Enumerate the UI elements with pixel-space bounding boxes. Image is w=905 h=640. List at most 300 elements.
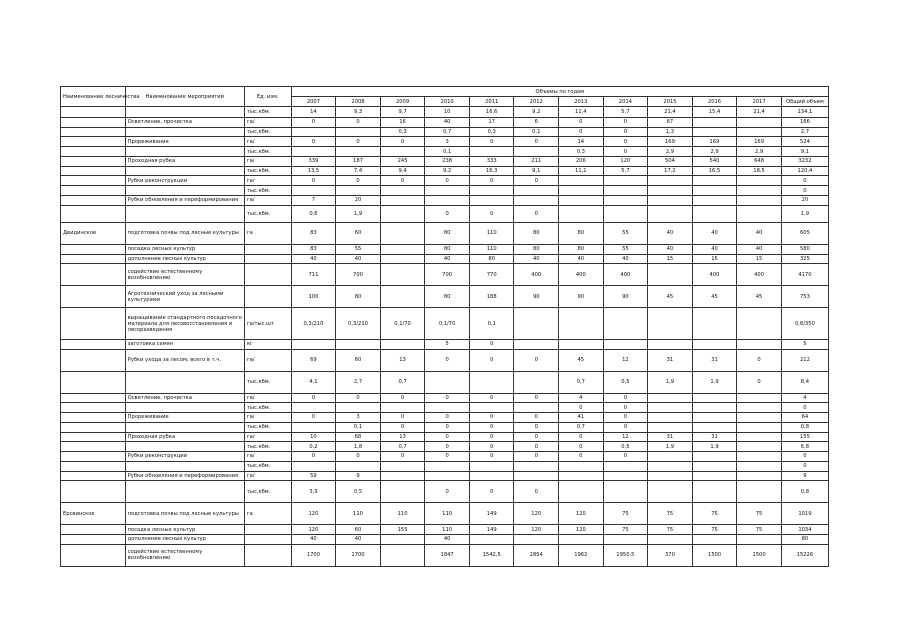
year-value-cell [514, 471, 559, 481]
total-cell: 80 [781, 534, 828, 544]
table-row [61, 534, 829, 544]
year-value-cell: 206 [559, 156, 604, 166]
year-value-cell: 0,7 [559, 371, 604, 393]
year-value-cell: 0 [469, 432, 514, 442]
forestry-cell [61, 442, 126, 452]
forestry-cell [61, 471, 126, 481]
year-value-cell: 13 [380, 349, 425, 371]
unit-cell: га/ [244, 349, 291, 371]
unit-cell [244, 286, 291, 308]
year-value-cell [336, 147, 381, 157]
unit-cell: га/ [244, 117, 291, 127]
year-value-cell [514, 147, 559, 157]
year-value-cell [648, 481, 693, 503]
year-value-cell [648, 205, 693, 222]
year-value-cell: 40 [425, 117, 470, 127]
year-value-cell [469, 461, 514, 471]
year-value-cell [380, 534, 425, 544]
year-value-cell [737, 403, 782, 413]
activity-cell [125, 147, 244, 157]
year-value-cell: 245 [380, 156, 425, 166]
year-value-cell: 16,6 [469, 107, 514, 118]
year-value-cell: 0,6 [291, 205, 336, 222]
table-row [61, 393, 829, 403]
year-value-cell [603, 186, 648, 196]
year-value-cell [737, 413, 782, 423]
year-value-cell: 0 [514, 137, 559, 147]
year-value-cell [692, 205, 737, 222]
year-value-cell: 40 [648, 244, 693, 254]
forestry-cell [61, 413, 126, 423]
total-cell: 580 [781, 244, 828, 254]
year-value-cell [291, 186, 336, 196]
activity-cell [125, 481, 244, 503]
unit-cell: тыс.кбм. [244, 186, 291, 196]
year-value-cell: 339 [291, 156, 336, 166]
year-value-cell: 149 [469, 525, 514, 535]
year-value-cell: 0 [514, 442, 559, 452]
year-value-cell: 188 [469, 286, 514, 308]
year-value-cell: 0 [469, 481, 514, 503]
year-value-cell: 0,7 [380, 371, 425, 393]
table-row [61, 442, 829, 452]
unit-cell: тыс.кбм. [244, 481, 291, 503]
year-value-cell: 0 [737, 371, 782, 393]
year-value-cell [514, 308, 559, 340]
year-value-cell: 1,8 [336, 442, 381, 452]
year-value-cell: 0,7 [559, 422, 604, 432]
unit-cell [244, 264, 291, 286]
activity-cell: содействие естественному возобновлению [125, 264, 244, 286]
total-cell: 134,1 [781, 107, 828, 118]
activity-cell [125, 205, 244, 222]
year-value-cell [648, 186, 693, 196]
year-value-cell: 0 [559, 442, 604, 452]
table-row [61, 166, 829, 176]
unit-cell: га/ [244, 413, 291, 423]
year-value-cell: 1950,5 [603, 544, 648, 566]
year-value-cell [514, 534, 559, 544]
total-cell: 0 [781, 186, 828, 196]
year-value-cell [648, 534, 693, 544]
year-value-cell [692, 127, 737, 137]
year-value-cell: 14 [559, 137, 604, 147]
year-value-cell [291, 339, 336, 349]
year-header: 2013 [559, 97, 604, 107]
year-value-cell [648, 308, 693, 340]
activity-cell: выращивание стандартного посадочного материала для лесовосстановления и лесоразведения [125, 308, 244, 340]
total-cell: 1019 [781, 503, 828, 525]
table-row [61, 176, 829, 186]
year-value-cell: 0 [514, 422, 559, 432]
total-cell: 4 [781, 393, 828, 403]
activity-cell: подготовка почвы под лесные культуры [125, 503, 244, 525]
year-value-cell: 0,3/210 [336, 308, 381, 340]
table-row [61, 222, 829, 244]
year-value-cell: 60 [336, 222, 381, 244]
year-value-cell [603, 481, 648, 503]
table-row [61, 107, 829, 118]
year-value-cell: 0 [336, 117, 381, 127]
year-value-cell: 0 [603, 413, 648, 423]
year-value-cell: 40 [514, 254, 559, 264]
year-value-cell [559, 205, 604, 222]
year-value-cell: 7 [291, 195, 336, 205]
year-value-cell [603, 534, 648, 544]
year-value-cell: 0 [336, 393, 381, 403]
year-value-cell: 169 [737, 137, 782, 147]
year-value-cell: 0 [469, 339, 514, 349]
year-value-cell: 100 [291, 286, 336, 308]
year-value-cell: 9,2 [514, 107, 559, 118]
year-value-cell: 55 [603, 244, 648, 254]
year-value-cell: 16,3 [469, 166, 514, 176]
year-value-cell: 0 [559, 452, 604, 462]
year-value-cell [514, 371, 559, 393]
year-value-cell [737, 481, 782, 503]
year-value-cell: 120 [559, 525, 604, 535]
year-value-cell: 40 [291, 534, 336, 544]
year-value-cell: 400 [514, 264, 559, 286]
forestry-cell [61, 156, 126, 166]
total-cell: 2,7 [781, 127, 828, 137]
year-value-cell [425, 186, 470, 196]
year-value-cell: 1,9 [648, 371, 693, 393]
year-value-cell [336, 339, 381, 349]
year-value-cell: 75 [692, 503, 737, 525]
year-value-cell: 0 [336, 176, 381, 186]
year-value-cell [469, 195, 514, 205]
year-value-cell: 110 [380, 503, 425, 525]
table-row [61, 137, 829, 147]
year-value-cell: 700 [336, 264, 381, 286]
forestry-cell [61, 393, 126, 403]
forestry-cell [61, 308, 126, 340]
year-value-cell [603, 205, 648, 222]
total-cell: 0 [781, 452, 828, 462]
year-value-cell [648, 452, 693, 462]
table-row [61, 452, 829, 462]
year-value-cell: 0,1 [336, 422, 381, 432]
forestry-cell [61, 534, 126, 544]
year-value-cell: 0,5 [336, 481, 381, 503]
year-value-cell: 3 [425, 137, 470, 147]
year-value-cell [737, 534, 782, 544]
year-value-cell [425, 471, 470, 481]
year-value-cell: 0 [514, 481, 559, 503]
year-value-cell [336, 127, 381, 137]
year-value-cell: 90 [559, 286, 604, 308]
forestry-cell: Двидинское [61, 222, 126, 244]
unit-cell: га/ [244, 137, 291, 147]
year-value-cell: 16,5 [692, 166, 737, 176]
year-value-cell: 0 [559, 127, 604, 137]
year-value-cell [380, 147, 425, 157]
year-value-cell [648, 461, 693, 471]
year-value-cell [648, 176, 693, 186]
forestry-cell [61, 349, 126, 371]
year-value-cell: 0 [469, 137, 514, 147]
year-value-cell: 80 [425, 244, 470, 254]
year-value-cell: 0 [291, 137, 336, 147]
table-row [61, 117, 829, 127]
year-value-cell: 83 [291, 222, 336, 244]
year-value-cell [648, 393, 693, 403]
year-value-cell [514, 186, 559, 196]
year-value-cell [514, 461, 559, 471]
table-row [61, 186, 829, 196]
year-value-cell: 0 [291, 413, 336, 423]
year-value-cell: 0 [425, 442, 470, 452]
year-value-cell: 0 [603, 452, 648, 462]
year-value-cell: 0 [469, 349, 514, 371]
year-value-cell: 31 [648, 349, 693, 371]
year-value-cell: 90 [514, 286, 559, 308]
year-value-cell [425, 195, 470, 205]
unit-cell: га/тыс.шт [244, 308, 291, 340]
forestry-cell [61, 461, 126, 471]
forestry-cell [61, 264, 126, 286]
table-row [61, 264, 829, 286]
year-value-cell: 75 [737, 525, 782, 535]
unit-cell: тыс.кбм. [244, 166, 291, 176]
year-value-cell [603, 471, 648, 481]
year-value-cell: 40 [692, 244, 737, 254]
year-value-cell [336, 403, 381, 413]
year-value-cell [737, 127, 782, 137]
year-value-cell: 0 [425, 481, 470, 503]
year-value-cell: 0 [559, 117, 604, 127]
total-cell: 0,8/350 [781, 308, 828, 340]
year-value-cell [469, 371, 514, 393]
forestry-cell [61, 244, 126, 254]
year-value-cell [469, 534, 514, 544]
year-value-cell [380, 286, 425, 308]
year-value-cell: 0 [425, 452, 470, 462]
year-value-cell: 16 [380, 117, 425, 127]
year-value-cell: 0 [514, 349, 559, 371]
year-value-cell: 12 [603, 349, 648, 371]
table-row [61, 127, 829, 137]
table-row [61, 481, 829, 503]
table-row [61, 403, 829, 413]
total-cell: 325 [781, 254, 828, 264]
year-value-cell: 17 [469, 117, 514, 127]
year-value-cell: 0 [603, 147, 648, 157]
year-value-cell: 0 [291, 393, 336, 403]
year-value-cell: 40 [425, 254, 470, 264]
unit-cell: га/ [244, 156, 291, 166]
year-value-cell: 13,5 [291, 166, 336, 176]
year-value-cell: 31 [692, 349, 737, 371]
year-value-cell: 11,1 [559, 166, 604, 176]
year-header: 2007 [291, 97, 336, 107]
total-cell: 0,8 [781, 481, 828, 503]
year-value-cell: 711 [291, 264, 336, 286]
year-value-cell [380, 339, 425, 349]
year-value-cell: 18,5 [737, 166, 782, 176]
year-value-cell: 0 [425, 393, 470, 403]
year-value-cell: 0,1/70 [425, 308, 470, 340]
year-value-cell [469, 186, 514, 196]
year-value-cell: 15 [737, 254, 782, 264]
year-header: 2008 [336, 97, 381, 107]
year-value-cell [559, 176, 604, 186]
year-header: 2009 [380, 97, 425, 107]
year-value-cell: 80 [425, 286, 470, 308]
total-cell: 212 [781, 349, 828, 371]
total-cell: 0 [781, 176, 828, 186]
year-value-cell [648, 413, 693, 423]
unit-cell: тыс.кбм. [244, 127, 291, 137]
year-value-cell: 5,7 [603, 166, 648, 176]
year-value-cell [692, 481, 737, 503]
year-value-cell [469, 147, 514, 157]
year-value-cell: 110 [425, 503, 470, 525]
forestry-header: Наименование лесничества [61, 87, 126, 107]
year-value-cell: 80 [469, 254, 514, 264]
year-value-cell [559, 534, 604, 544]
year-value-cell: 0,1/70 [380, 308, 425, 340]
year-value-cell: 0 [603, 117, 648, 127]
year-value-cell [603, 176, 648, 186]
year-value-cell: 31 [692, 432, 737, 442]
table-row [61, 308, 829, 340]
year-value-cell: 6 [514, 117, 559, 127]
year-value-cell [737, 195, 782, 205]
forestry-cell [61, 107, 126, 118]
year-value-cell: 45 [559, 349, 604, 371]
activity-cell: Рубки реконструкции [125, 176, 244, 186]
year-value-cell: 20 [336, 195, 381, 205]
unit-cell: тыс.кбм. [244, 403, 291, 413]
year-value-cell: 400 [737, 264, 782, 286]
total-cell: 166 [781, 117, 828, 127]
unit-cell: га/ [244, 176, 291, 186]
year-value-cell: 149 [469, 503, 514, 525]
year-value-cell: 80 [514, 222, 559, 244]
year-value-cell: 21,4 [737, 107, 782, 118]
year-value-cell [291, 147, 336, 157]
year-value-cell: 120 [559, 503, 604, 525]
total-cell: 524 [781, 137, 828, 147]
year-value-cell: 15 [692, 254, 737, 264]
year-value-cell: 10 [425, 107, 470, 118]
unit-cell [244, 254, 291, 264]
forest-activities-table [60, 86, 829, 567]
total-cell: 3232 [781, 156, 828, 166]
year-value-cell: 0 [291, 452, 336, 462]
year-value-cell: 2,9 [648, 147, 693, 157]
year-value-cell: 15,4 [692, 107, 737, 118]
volumes-header: Объемы по годам [291, 87, 828, 97]
table-row [61, 244, 829, 254]
table-row [61, 205, 829, 222]
year-value-cell [336, 186, 381, 196]
year-value-cell: 120 [514, 503, 559, 525]
year-value-cell: 0 [469, 176, 514, 186]
year-value-cell: 0 [380, 176, 425, 186]
total-cell: 5 [781, 339, 828, 349]
year-value-cell [692, 186, 737, 196]
unit-header: Ед. изм. [244, 87, 291, 107]
year-value-cell [559, 461, 604, 471]
total-cell: 0 [781, 403, 828, 413]
year-value-cell [737, 186, 782, 196]
year-value-cell: 21,4 [648, 107, 693, 118]
year-value-cell: 110 [469, 222, 514, 244]
table-row [61, 371, 829, 393]
year-header: 2012 [514, 97, 559, 107]
year-value-cell [692, 452, 737, 462]
year-value-cell: 41 [559, 413, 604, 423]
year-value-cell: 0 [514, 393, 559, 403]
year-value-cell [737, 308, 782, 340]
year-value-cell [559, 186, 604, 196]
year-value-cell: 504 [648, 156, 693, 166]
year-value-cell [559, 481, 604, 503]
year-value-cell [692, 403, 737, 413]
year-value-cell: 9,1 [514, 166, 559, 176]
year-value-cell: 400 [692, 264, 737, 286]
year-value-cell [380, 205, 425, 222]
year-value-cell [291, 461, 336, 471]
unit-cell [244, 534, 291, 544]
year-value-cell: 0 [514, 205, 559, 222]
year-value-cell [559, 339, 604, 349]
forestry-cell [61, 254, 126, 264]
year-value-cell [692, 308, 737, 340]
year-value-cell: 648 [737, 156, 782, 166]
year-value-cell: 55 [336, 244, 381, 254]
year-value-cell: 400 [559, 264, 604, 286]
year-value-cell [425, 371, 470, 393]
forestry-cell [61, 452, 126, 462]
table-row [61, 413, 829, 423]
year-value-cell: 40 [559, 254, 604, 264]
unit-cell [244, 544, 291, 566]
total-cell: 1,9 [781, 205, 828, 222]
activity-cell: Проходная рубка [125, 432, 244, 442]
year-value-cell [380, 403, 425, 413]
year-value-cell [603, 195, 648, 205]
activity-cell: Проходная рубка [125, 156, 244, 166]
year-value-cell: 9,2 [425, 166, 470, 176]
year-value-cell: 770 [469, 264, 514, 286]
year-value-cell: 40 [692, 222, 737, 244]
year-value-cell: 0 [469, 393, 514, 403]
year-value-cell: 540 [692, 156, 737, 166]
forestry-cell [61, 403, 126, 413]
year-value-cell [291, 422, 336, 432]
year-value-cell: 0 [469, 205, 514, 222]
year-value-cell [559, 195, 604, 205]
year-value-cell: 0,1 [469, 308, 514, 340]
total-cell: 15226 [781, 544, 828, 566]
year-value-cell: 0 [425, 432, 470, 442]
year-value-cell: 120 [603, 156, 648, 166]
year-value-cell [737, 442, 782, 452]
year-value-cell [380, 471, 425, 481]
year-value-cell [692, 195, 737, 205]
activity-cell: Прореживание [125, 137, 244, 147]
total-cell: 120,4 [781, 166, 828, 176]
table-row [61, 525, 829, 535]
year-value-cell: 80 [559, 244, 604, 254]
year-value-cell [380, 461, 425, 471]
table-row [61, 254, 829, 264]
forestry-cell [61, 422, 126, 432]
